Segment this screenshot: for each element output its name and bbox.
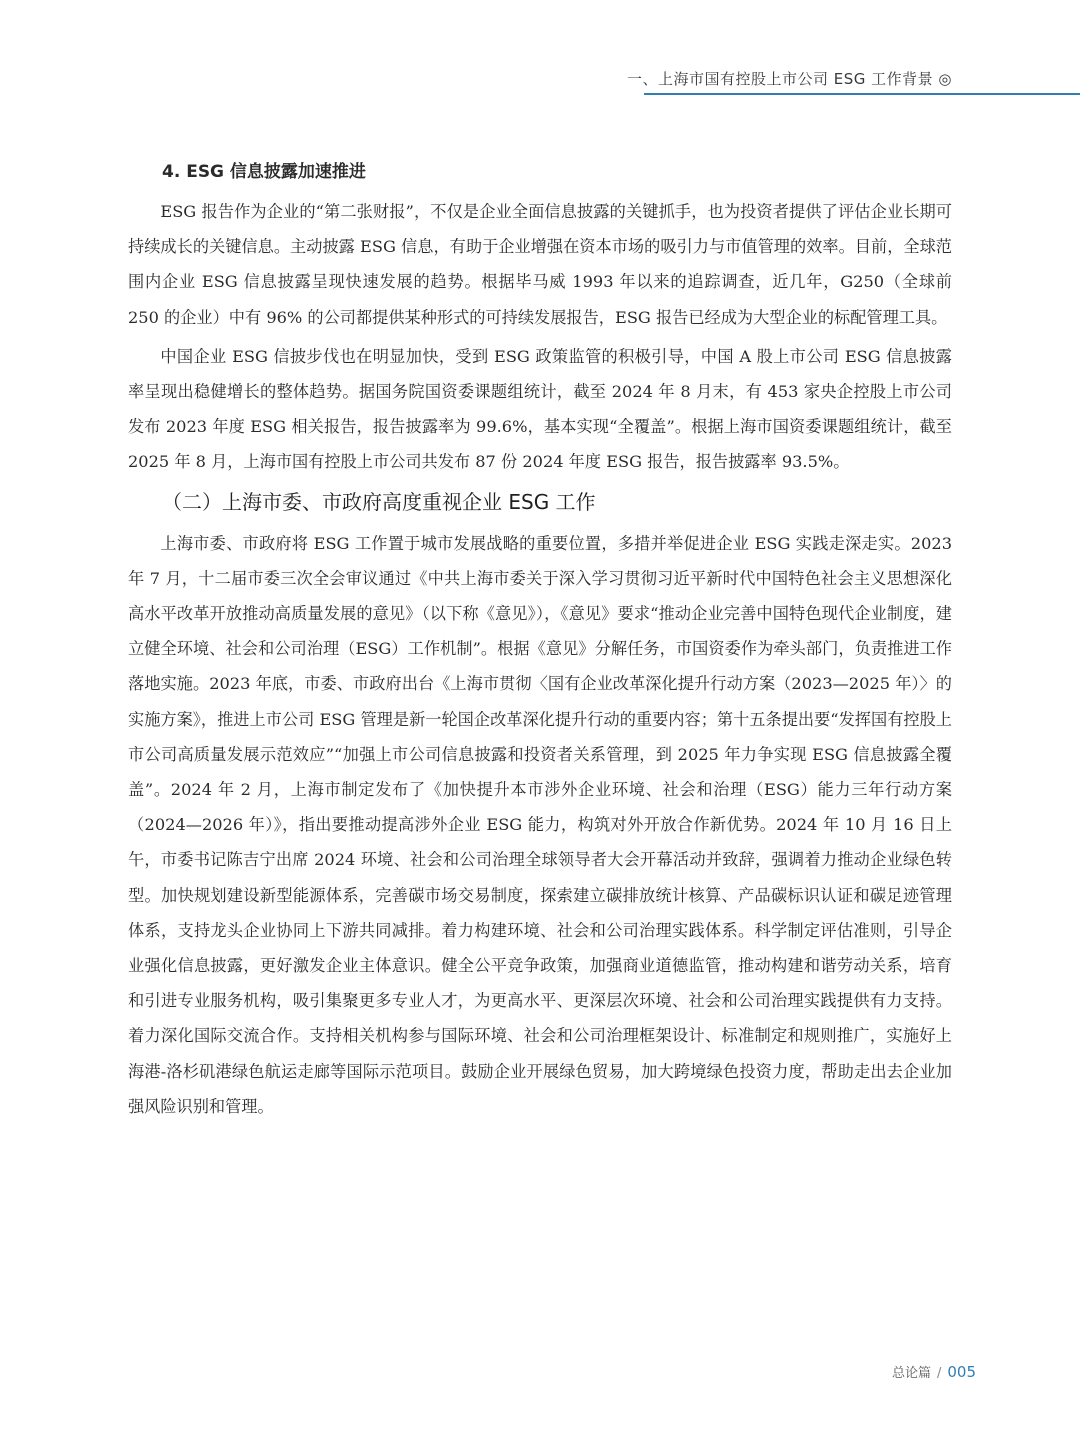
paragraph-esg-report: ESG 报告作为企业的“第二张财报”，不仅是企业全面信息披露的关键抓手，也为投资者提供了评估企业长期可持续成长的关键信息。主动披露 ESG 信息，有助于企业增强在资本市场的吸引力与市值管理的效率。目前，全球范围内企业 ESG 信息披露呈现快速发展的趋势。根据毕马威 1993 年以来的追踪调查，近几年，G250（全球前 250 的企业）中有 96% 的公司都提供某种形式的可持续发展报告，ESG 报告已经成为大型企业的标配管理工具。 [128, 202, 952, 327]
header-rule [644, 93, 1080, 95]
page-body [128, 150, 952, 1128]
paragraph-china-disclosure: 中国企业 ESG 信披步伐也在明显加快，受到 ESG 政策监管的积极引导，中国 A 股上市公司 ESG 信息披露率呈现出稳健增长的整体趋势。据国务院国资委课题组统计，截至 2024 年 8 月末，有 453 家央企控股上市公司发布 2023 年度 ESG 相关报告，报告披露率为 99.6%，基本实现“全覆盖”。根据上海市国资委课题组统计，截至 2025 年 8 月，上海市国有控股上市公司共发布 87 份 2024 年度 ESG 报告，报告披露率 93.5%。 [128, 346, 952, 472]
subheading-esg-disclosure: 4. ESG 信息披露加速推进 [162, 162, 366, 182]
section-heading-shanghai: （二）上海市委、市政府高度重视企业 ESG 工作 [162, 489, 596, 514]
paragraph-shanghai-policy: 上海市委、市政府将 ESG 工作置于城市发展战略的重要位置，多措并举促进企业 ESG 实践走深走实。2023 年 7 月，十二届市委三次全会审议通过《中共上海市委关于深入学习贯彻习近平新时代中国特色社会主义思想深化高水平改革开放推动高质量发展的意见》（以下称《意见》），《意见》要求“推动企业完善中国特色现代企业制度，建立健全环境、社会和公司治理（ESG）工作机制”。根据《意见》分解任务，市国资委作为牵头部门，负责推进工作落地实施。2023 年底，市委、市政府出台《上海市贯彻〈国有企业改革深化提升行动方案（2023—2025 年）〉的实施方案》，推进上市公司 ESG 管理是新一轮国企改革深化提升行动的重要内容；第十五条提出要“发挥国有控股上市公司高质量发展示范效应”“加强上市公司信息披露和投资者关系管理，到 2025 年力争实现 ESG 信息披露全覆盖”。2024 年 2 月，上海市制定发布了《加快提升本市涉外企业环境、社会和治理（ESG）能力三年行动方案（2024—2026 年）》，指出要推动提高涉外企业 ESG 能力，构筑对外开放合作新优势。2024 年 10 月 16 日上午，市委书记陈吉宁出席 2024 环境、社会和公司治理全球领导者大会开幕活动并致辞，强调着力推动企业绿色转型。加快规划建设新型能源体系，完善碳市场交易制度，探索建立碳排放统计核算、产品碳标识认证和碳足迹管理体系，支持龙头企业协同上下游共同减排。着力构建环境、社会和公司治理实践体系。科学制定评估准则，引导企业强化信息披露，更好激发企业主体意识。健全公平竞争政策，加强商业道德监管，推动构建和谐劳动关系，培育和引进专业服务机构，吸引集聚更多专业人才，为更高水平、更深层次环境、社会和公司治理实践提供有力支持。着力深化国际交流合作。支持相关机构参与国际环境、社会和公司治理框架设计、标准制定和规则推广，实施好上海港-洛杉矶港绿色航运走廊等国际示范项目。鼓励企业开展绿色贸易，加大跨境绿色投资力度，帮助走出去企业加强风险识别和管理。 [128, 533, 952, 1116]
footer-separator: / [936, 1366, 942, 1381]
footer-section-name: 总论篇 [891, 1366, 931, 1381]
running-header-title: 一、上海市国有控股上市公司 ESG 工作背景 ◎ [626, 70, 952, 88]
page-number: 005 [947, 1363, 976, 1381]
page-footer [892, 1362, 976, 1381]
